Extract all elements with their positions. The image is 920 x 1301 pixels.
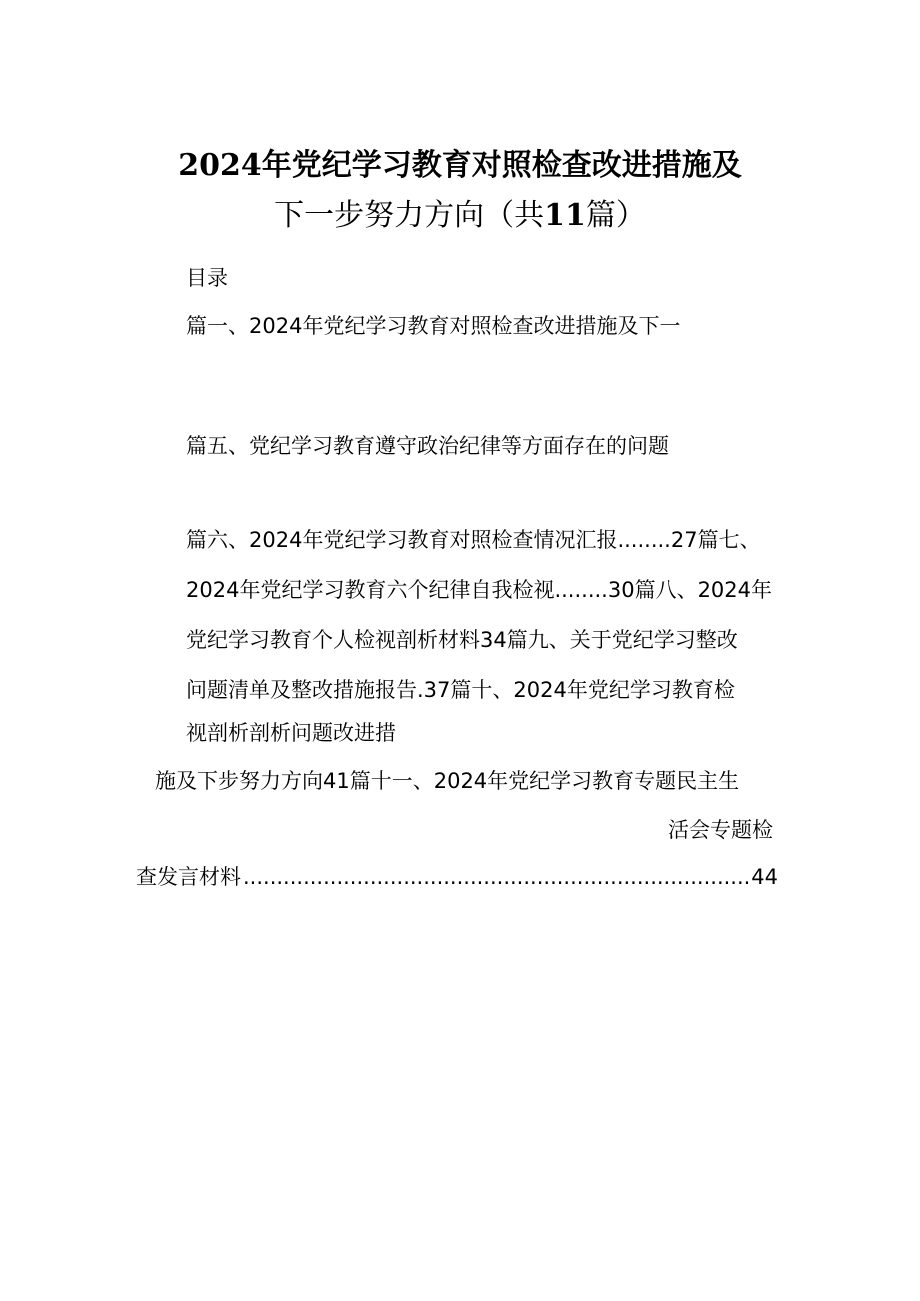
toc-paragraph-line-7: 活会专题检: [668, 818, 773, 842]
toc-paragraph-line-2: 2024年党纪学习教育六个纪律自我检视........30篇八、2024年: [186, 578, 773, 602]
toc-dot-leader: [243, 864, 749, 890]
title-line-1: 2024年党纪学习教育对照检查改进措施及: [178, 148, 742, 183]
toc-entry-1: 篇一、2024年党纪学习教育对照检查改进措施及下一: [186, 314, 681, 338]
toc-paragraph-line-5: 视剖析剖析问题改进措: [186, 721, 396, 745]
toc-last-entry: [136, 864, 778, 890]
title-line-2-count: 11: [544, 198, 586, 233]
toc-paragraph-line-6: 施及下步努力方向41篇十一、2024年党纪学习教育专题民主生: [155, 769, 740, 793]
toc-paragraph-line-1: 篇六、2024年党纪学习教育对照检查情况汇报........27篇七、: [186, 528, 761, 552]
title-line-2: [0, 190, 920, 234]
toc-entry-5: 篇五、党纪学习教育遵守政治纪律等方面存在的问题: [186, 434, 669, 458]
toc-paragraph-line-4: 问题清单及整改措施报告.37篇十、2024年党纪学习教育检: [186, 678, 735, 702]
toc-last-entry-title: 查发言材料: [136, 865, 241, 889]
title-line-2-part-b: 篇）: [585, 198, 646, 233]
title-line-2-part-a: 下一步努力方向（共: [274, 198, 545, 233]
toc-paragraph-line-3: 党纪学习教育个人检视剖析材料34篇九、关于党纪学习整改: [186, 628, 738, 652]
toc-heading: 目录: [186, 266, 228, 290]
toc-last-entry-page: 44: [751, 865, 778, 889]
